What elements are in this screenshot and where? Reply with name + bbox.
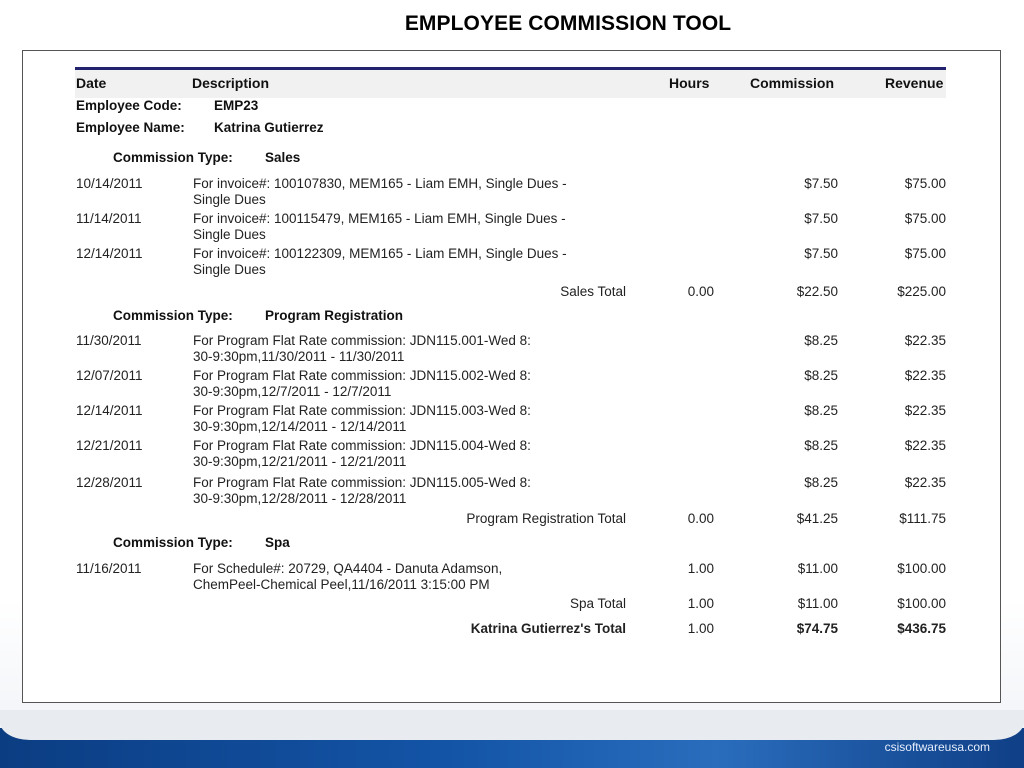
row-description xyxy=(193,176,623,208)
grand-total-commission: $74.75 xyxy=(796,621,838,636)
row-commission: $8.25 xyxy=(804,368,838,383)
row-description xyxy=(193,333,623,365)
row-description-line1: For Schedule#: 20729, QA4404 - Danuta Adamson, xyxy=(193,561,503,576)
row-date: 12/14/2011 xyxy=(76,246,143,261)
section-total-revenue: $111.75 xyxy=(899,511,946,526)
row-description xyxy=(193,211,623,243)
row-date: 12/07/2011 xyxy=(76,368,143,383)
row-commission: $11.00 xyxy=(797,561,838,576)
employee-code-value: EMP23 xyxy=(214,98,259,113)
grand-total-hours: 1.00 xyxy=(687,621,714,636)
column-header-description: Description xyxy=(192,75,270,91)
commission-type-value: Spa xyxy=(265,535,290,550)
row-description xyxy=(193,438,623,470)
row-description xyxy=(193,561,623,593)
column-header-revenue: Revenue xyxy=(885,75,944,91)
row-description-line2: ChemPeel-Chemical Peel,11/16/2011 3:15:00 PM xyxy=(193,577,490,592)
row-description-line2: 30-9:30pm,12/7/2011 - 12/7/2011 xyxy=(193,384,392,399)
row-description xyxy=(193,475,623,507)
commission-type-value: Sales xyxy=(265,150,301,165)
row-revenue: $100.00 xyxy=(897,561,946,576)
row-date: 12/28/2011 xyxy=(76,475,143,490)
row-date: 11/16/2011 xyxy=(76,561,142,576)
row-revenue: $75.00 xyxy=(904,211,946,226)
employee-code-label: Employee Code: xyxy=(76,98,182,113)
section-total-label: Program Registration Total xyxy=(466,511,626,526)
row-description-line2: Single Dues xyxy=(193,227,266,242)
row-description-line1: For Program Flat Rate commission: JDN115.004-Wed 8: xyxy=(193,438,531,453)
row-description xyxy=(193,403,623,435)
row-date: 11/30/2011 xyxy=(76,333,142,348)
column-header-date: Date xyxy=(76,75,107,91)
row-revenue: $22.35 xyxy=(904,438,946,453)
section-total-hours: 1.00 xyxy=(687,596,714,611)
row-description-line1: For invoice#: 100122309, MEM165 - Liam EMH, Single Dues - xyxy=(193,246,567,261)
row-commission: $8.25 xyxy=(804,475,838,490)
row-revenue: $22.35 xyxy=(904,403,946,418)
section-total-revenue: $100.00 xyxy=(897,596,946,611)
commission-type-label: Commission Type: xyxy=(113,150,233,165)
section-total-revenue: $225.00 xyxy=(897,284,946,299)
section-total-hours: 0.00 xyxy=(687,284,714,299)
row-commission: $7.50 xyxy=(804,176,838,191)
footer-url: csisoftwareusa.com xyxy=(884,740,990,754)
employee-name-label: Employee Name: xyxy=(76,120,185,135)
row-description-line2: 30-9:30pm,11/30/2011 - 11/30/2011 xyxy=(193,349,405,364)
column-header-hours: Hours xyxy=(669,75,710,91)
section-total-label: Spa Total xyxy=(569,596,626,611)
commission-type-value: Program Registration xyxy=(265,308,404,323)
row-description-line1: For Program Flat Rate commission: JDN115.003-Wed 8: xyxy=(193,403,531,418)
section-total-commission: $11.00 xyxy=(797,596,838,611)
row-date: 12/21/2011 xyxy=(76,438,143,453)
row-description-line1: For Program Flat Rate commission: JDN115.005-Wed 8: xyxy=(193,475,531,490)
row-description xyxy=(193,246,623,278)
row-revenue: $75.00 xyxy=(904,246,946,261)
section-total-label: Sales Total xyxy=(560,284,626,299)
row-description-line2: 30-9:30pm,12/28/2011 - 12/28/2011 xyxy=(193,491,407,506)
section-total-commission: $41.25 xyxy=(796,511,838,526)
row-commission: $7.50 xyxy=(804,246,838,261)
column-header-commission: Commission xyxy=(750,75,835,91)
row-description-line2: Single Dues xyxy=(193,262,266,277)
row-description-line2: Single Dues xyxy=(193,192,266,207)
section-total-commission: $22.50 xyxy=(796,284,838,299)
row-hours: 1.00 xyxy=(687,561,714,576)
row-revenue: $75.00 xyxy=(904,176,946,191)
row-description-line1: For Program Flat Rate commission: JDN115.001-Wed 8: xyxy=(193,333,531,348)
row-date: 10/14/2011 xyxy=(76,176,143,191)
row-revenue: $22.35 xyxy=(904,368,946,383)
row-description-line1: For invoice#: 100115479, MEM165 - Liam EMH, Single Dues - xyxy=(193,211,566,226)
row-date: 11/14/2011 xyxy=(76,211,142,226)
row-description xyxy=(193,368,623,400)
row-description-line2: 30-9:30pm,12/21/2011 - 12/21/2011 xyxy=(193,454,407,469)
row-revenue: $22.35 xyxy=(904,475,946,490)
footer-curve xyxy=(0,710,1024,740)
commission-type-label: Commission Type: xyxy=(113,308,233,323)
row-commission: $8.25 xyxy=(804,333,838,348)
row-date: 12/14/2011 xyxy=(76,403,143,418)
page-title: EMPLOYEE COMMISSION TOOL xyxy=(404,12,732,35)
employee-name-value: Katrina Gutierrez xyxy=(214,120,324,135)
row-description-line2: 30-9:30pm,12/14/2011 - 12/14/2011 xyxy=(193,419,407,434)
commission-type-label: Commission Type: xyxy=(113,535,233,550)
row-description-line1: For invoice#: 100107830, MEM165 - Liam EMH, Single Dues - xyxy=(193,176,567,191)
grand-total-label: Katrina Gutierrez's Total xyxy=(470,621,626,636)
row-commission: $7.50 xyxy=(804,211,838,226)
grand-total-revenue: $436.75 xyxy=(897,621,946,636)
row-revenue: $22.35 xyxy=(904,333,946,348)
row-description-line1: For Program Flat Rate commission: JDN115.002-Wed 8: xyxy=(193,368,531,383)
section-total-hours: 0.00 xyxy=(687,511,714,526)
row-commission: $8.25 xyxy=(804,403,838,418)
row-commission: $8.25 xyxy=(804,438,838,453)
